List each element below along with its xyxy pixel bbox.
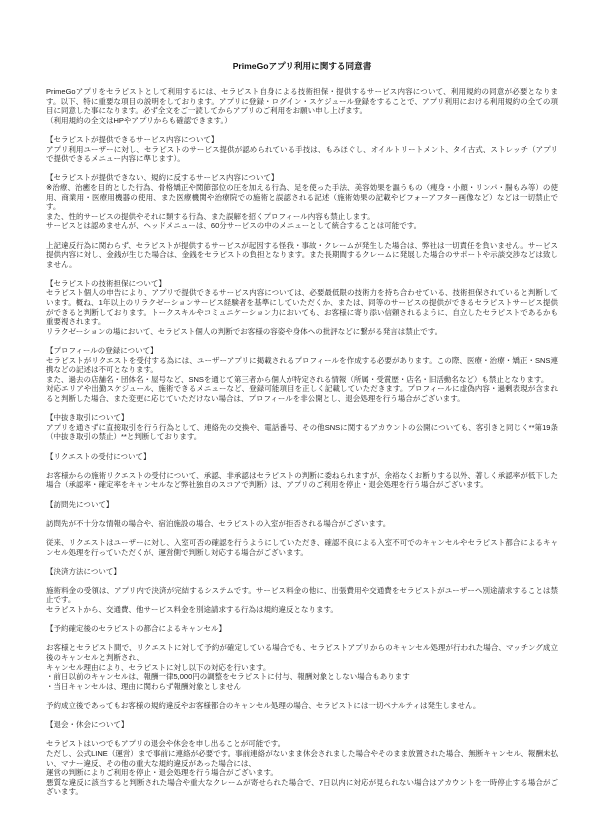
- spacer: [46, 269, 558, 279]
- spacer: [46, 730, 558, 740]
- bullet-item: ・前日以前のキャンセルは、報酬一律5,000円の調整をセラピストに付与、報酬対象としない場合もあります: [46, 672, 410, 682]
- spacer: [46, 691, 558, 701]
- paragraph: 運営の判断によりご利用を停止・退会処理を行う場合がございます。: [46, 768, 278, 778]
- section-heading-therapist-cancellation: 【予約確定後のセラピストの都合によるキャンセル】: [46, 624, 226, 634]
- paragraph: また、性的サービスの提供やそれに類する行為、また誤解を招くプロフィール内容も禁止します。: [46, 211, 375, 221]
- section-heading-payment-method: 【決済方法について】: [46, 566, 121, 576]
- section-heading-withdrawal: 【退会・休会について】: [46, 720, 129, 730]
- paragraph: 対応エリアや出勤スケジュール、施術できるメニューなど、登録可能項目を正しく記載していただきます。プロフィールに虚偽内容・過剰表現が含まれると判断した場合、また変更に応じていただけない場合は、プロフィールを非公開とし、退会処理を行う場合がございます。: [46, 384, 558, 403]
- paragraph: セラピストがリクエストを受付する為には、ユーザーアプリに掲載されるプロフィールを作成する必要があります。この際、医療・治療・矯正・SNS連携などの記述は不可となります。: [46, 355, 558, 375]
- spacer: [46, 231, 558, 241]
- spacer: [46, 528, 558, 538]
- paragraph: 訪問先が不十分な情報の場合や、宿泊施設の場合、セラピストの入室が拒否される場合がございます。: [46, 518, 391, 528]
- spacer: [46, 557, 558, 567]
- paragraph: また、過去の店舗名・団体名・屋号など、SNSを通じて第三者から個人が特定される情報（所属・受賞歴・店名・旧活動名など）も禁止となります。: [46, 374, 549, 384]
- spacer: [46, 634, 558, 644]
- spacer: [46, 711, 558, 721]
- intro-note: （利用規約の全文はHPやアプリからも確認できます。）: [46, 115, 232, 125]
- spacer: [46, 615, 558, 625]
- spacer: [46, 404, 558, 414]
- section-heading-visit-location: 【訪問先について】: [46, 499, 114, 509]
- section-heading-prohibited-services: 【セラピストが提供できない、規約に反するサービス内容について】: [46, 173, 279, 183]
- paragraph: ※治療、治癒を目的とした行為、骨格矯正や関節部位の圧を加える行為、足を使った手法、美容効果を謳うもの（痩身・小顔・リンパ・腸もみ等）の使用、商業用・医療用機器の使用、また医療機関や治療院での施術と誤認される記述（施術効果の記載やビフォーアフター画像など）などは一切禁止です。: [46, 182, 558, 212]
- spacer: [46, 509, 558, 519]
- spacer: [46, 461, 558, 471]
- bullet-item: ・当日キャンセルは、理由に関わらず報酬対象としません: [46, 681, 241, 691]
- paragraph: セラピストから、交通費、他サービス料金を別途請求する行為は規約違反となります。: [46, 605, 338, 615]
- paragraph: 悪質な違反に該当すると判断された場合や重大なクレームが寄せられた場合で、7日以内に対応が見られない場合はアカウントを一時停止する場合がございます。: [46, 777, 558, 797]
- paragraph: 従来、リクエストはユーザーに対し、入室可否の確認を行うようにしていただき、確認不良による入室不可でのキャンセルやセラピスト都合によるキャンセル処理を行っていただくが、運営側で判断し対応する場合がございます。: [46, 537, 558, 557]
- spacer: [46, 164, 558, 174]
- spacer: [46, 336, 558, 346]
- section-heading-skill-assurance: 【セラピストの技術担保について】: [46, 278, 166, 288]
- paragraph: アプリ利用ユーザーに対し、セラピストのサービス提供が認められている手技は、もみほぐし、オイルトリートメント、タイ古式、ストレッチ（アプリで提供できるメニュー内容に準じます）。: [46, 144, 558, 164]
- paragraph: キャンセル理由により、セラピストに対し以下の対応を行います。: [46, 662, 271, 672]
- paragraph: セラピスト個人の申告により、アプリで提供できるサービス内容については、必要最低限の技術力を持ち合わせている、技術担保されていると判断しています。概ね、1年以上のリラクゼーションサービス経験者を基準にしていただくか、または、同等のサービスの提供ができるセラピストサービス提供ができると判断しております。トークスキルやコミュニケーション力においても、お客様に寄り添い信頼されるように、自立したセラピストであるかも重要視されます。: [46, 288, 558, 327]
- section-heading-profile-registration: 【プロフィールの登録について】: [46, 346, 158, 356]
- section-heading-allowed-services: 【セラピストが提供できるサービス内容について】: [46, 134, 219, 144]
- section-heading-direct-dealing: 【中抜き取引について】: [46, 413, 129, 423]
- intro-paragraph: PrimeGoアプリをセラピストとして利用するには、セラピスト自身による技術担保・提供するサービス内容について、利用規約の同意が必要となります。以下、特に重要な項目の説明をしております。アプリに登録・ログイン・スケジュール登録をすることで、アプリ利用における利用規約の全ての項目に同意した事になります。必ず全文をご一読してからアプリのご利用をお願い申し上げます。: [46, 87, 558, 116]
- section-heading-request-acceptance: 【リクエストの受付について】: [46, 451, 151, 461]
- paragraph: お客様とセラピスト間で、リクエストに対して予約が確定している場合でも、セラピストアプリからのキャンセル処理が行われた場合、マッチング成立後のキャンセルと判断され、: [46, 643, 558, 663]
- paragraph: ただし、公式LINE（運営）まで事前に連絡が必要です。事前連絡がないまま休会されました場合やそのまま放置された場合、無断キャンセル、報酬未払い、マナー違反、その他の重大な規約違反があった場合には、: [46, 748, 558, 768]
- paragraph: お客様からの施術リクエストの受付について、承認、非承認はセラピストの判断に委ねられますが、余裕なくお断りする以外、著しく承認率が低下した場合（承認率・確定率をキャンセルなど弊社独自のスコアで判断）は、アプリのご利用を停止・退会処理を行う場合がございます。: [46, 470, 558, 490]
- paragraph: 予約成立後であってもお客様の規約違反やお客様都合のキャンセル処理の場合、セラピストには一切ペナルティは発生しません。: [46, 701, 481, 710]
- spacer: [46, 490, 558, 500]
- spacer: [46, 125, 558, 135]
- paragraph: サービスとは認めませんが、ヘッドメニューは、60分サービスの中のメニューとして統合することは可能です。: [46, 221, 422, 231]
- consent-document: [46, 60, 558, 797]
- paragraph: 施術料金の受領は、アプリ内で決済が完結するシステムです。サービス料金の他に、出張費用や交通費をセラピストがユーザーへ別途請求することは禁止です。: [46, 585, 558, 605]
- paragraph: セラピストはいつでもアプリの退会や休会を申し出ることが可能です。: [46, 739, 286, 749]
- spacer: [46, 576, 558, 586]
- spacer: [46, 442, 558, 452]
- paragraph: アプリを通さずに直接取引を行う行為として、連絡先の交換や、電話番号、その他SNSに関するアカウントの公開についても、客引きと同じく**第19条（中抜き取引の禁止）**と判断しております。: [46, 422, 558, 442]
- paragraph: 上記違反行為に関わらず、セラピストが提供するサービスが起因する怪我・事故・クレームが発生した場合は、弊社は一切責任を負いません。サービス提供内容に対し、金銭が生じた場合は、金銭をセラピストの負担となります。また長期間するクレームに発展した場合のサポートや示談交渉などは致しません。: [46, 240, 558, 269]
- paragraph: リラクゼーションの場において、セラピスト個人の判断でお客様の容姿や身体への批評などに繋がる発言は禁止です。: [46, 326, 443, 336]
- page-title: PrimeGoアプリ利用に関する同意書: [232, 61, 372, 71]
